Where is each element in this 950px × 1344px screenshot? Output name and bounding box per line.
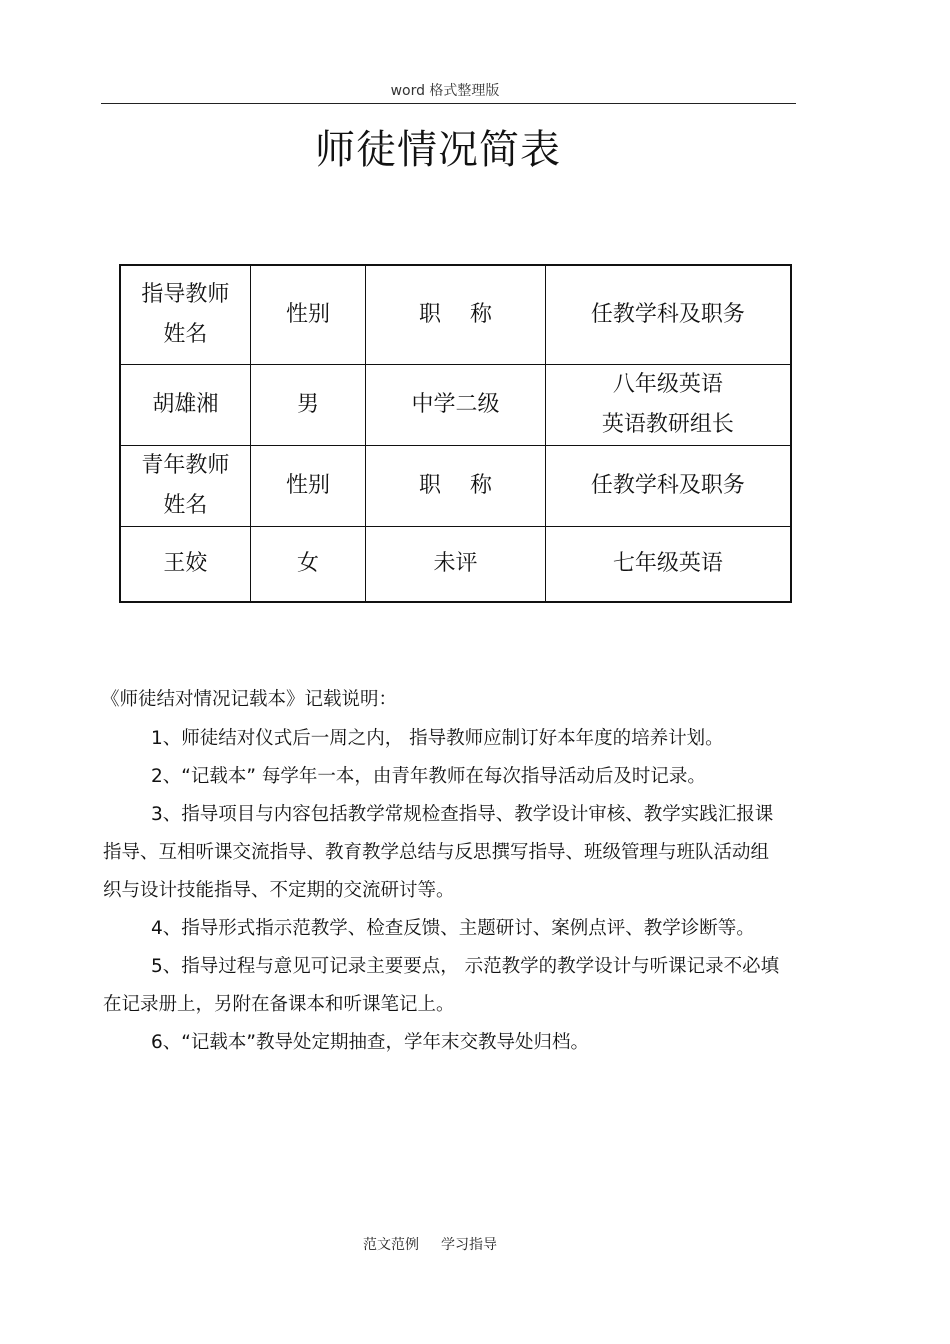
notes-intro: 《师徒结对情况记载本》记载说明：	[101, 689, 398, 710]
mentor-subject-cell	[545, 364, 791, 445]
apprentice-name-header-line1: 青年教师	[141, 452, 230, 478]
mentor-name-cell: 胡雄湘	[120, 364, 250, 445]
apprentice-title-cell: 未评	[366, 526, 546, 602]
footer-right-text: 学习指导	[441, 1237, 497, 1253]
note-item-2: 2、“记载本” 每学年一本，由青年教师在每次指导活动后及时记录。	[151, 766, 706, 787]
mentor-name-header-cell	[120, 265, 250, 364]
running-footer	[0, 1234, 860, 1254]
apprentice-gender-header-cell: 性别	[250, 445, 365, 526]
apprentice-data-row	[120, 526, 791, 602]
mentor-subject-line1: 八年级英语	[612, 371, 723, 397]
apprentice-name-cell: 王姣	[120, 526, 250, 602]
header-divider	[101, 103, 796, 104]
note-item-1: 1、师徒结对仪式后一周之内， 指导教师应制订好本年度的培养计划。	[151, 728, 724, 749]
mentor-title-cell: 中学二级	[366, 364, 546, 445]
note-item-4: 4、指导形式指示范教学、检查反馈、主题研讨、案例点评、教学诊断等。	[151, 918, 755, 939]
mentor-gender-header-cell: 性别	[250, 265, 365, 364]
apprentice-header-row	[120, 445, 791, 526]
apprentice-title-header-cell: 职 称	[366, 445, 546, 526]
mentor-subject-line2: 英语教研组长	[601, 411, 734, 437]
mentor-gender-cell: 男	[250, 364, 365, 445]
mentor-name-header-line2: 姓名	[163, 321, 208, 347]
mentor-name-header-line1: 指导教师	[141, 281, 230, 307]
document-title: 师徒情况简表	[315, 127, 561, 173]
mentor-title-header-cell: 职 称	[366, 265, 546, 364]
note-item-5: 5、指导过程与意见可记录主要要点， 示范教学的教学设计与听课记录不必填在记录册上，另附在备课本和听课笔记上。	[103, 956, 780, 1015]
note-item-6: 6、“记载本”教导处定期抽查，学年末交教导处归档。	[151, 1032, 589, 1053]
apprentice-gender-cell: 女	[250, 526, 365, 602]
notes-section	[103, 680, 783, 1062]
footer-left-text: 范文范例	[363, 1237, 419, 1253]
running-header: word 格式整理版	[390, 83, 500, 99]
apprentice-subject-header-cell: 任教学科及职务	[545, 445, 791, 526]
mentor-subject-header-cell: 任教学科及职务	[545, 265, 791, 364]
note-item-3: 3、指导项目与内容包括教学常规检查指导、教学设计审核、教学实践汇报课指导、互相听课交流指导、教育教学总结与反思撰写指导、班级管理与班队活动组织与设计技能指导、不定期的交流研讨等。	[103, 804, 774, 901]
mentor-apprentice-table	[119, 264, 792, 603]
mentor-header-row	[120, 265, 791, 364]
apprentice-name-header-line2: 姓名	[163, 492, 208, 518]
apprentice-subject-cell: 七年级英语	[545, 526, 791, 602]
mentor-data-row	[120, 364, 791, 445]
apprentice-name-header-cell	[120, 445, 250, 526]
